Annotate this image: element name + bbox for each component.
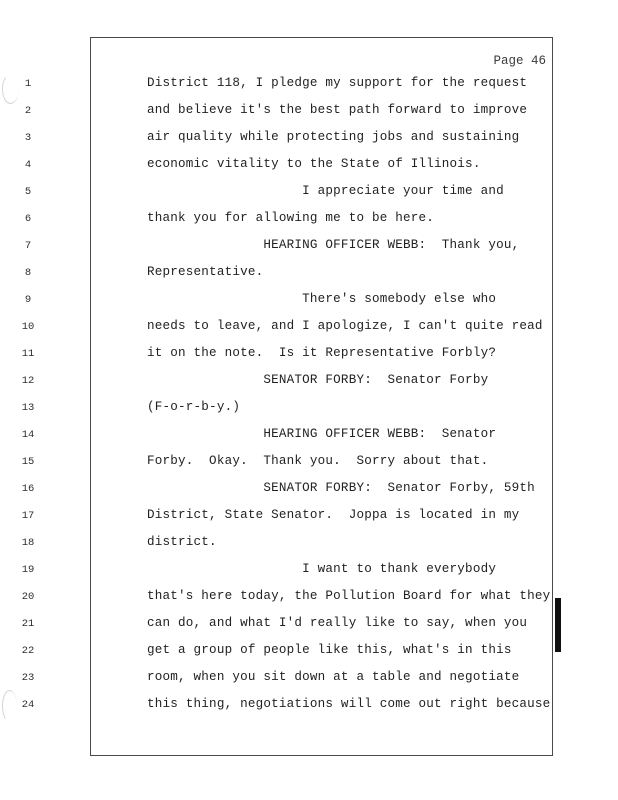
line-text: SENATOR FORBY: Senator Forby, 59th [147, 481, 535, 495]
line-number: 24 [21, 699, 35, 711]
line-text: needs to leave, and I apologize, I can't quite read [147, 319, 543, 333]
line-text: Forby. Okay. Thank you. Sorry about that. [147, 454, 489, 468]
transcript-line [21, 697, 552, 719]
line-text: District 118, I pledge my support for the request [147, 76, 528, 90]
line-text: Representative. [147, 265, 264, 279]
line-number: 15 [21, 456, 35, 468]
transcript-line [21, 508, 552, 530]
transcript-line [21, 373, 552, 395]
line-text: I want to thank everybody [147, 562, 497, 576]
transcript-line [21, 643, 552, 665]
margin-marker-bar [555, 598, 561, 652]
line-text: I appreciate your time and [147, 184, 504, 198]
line-text: this thing, negotiations will come out right because [147, 697, 551, 711]
transcript-line [21, 427, 552, 449]
transcript-line [21, 346, 552, 368]
line-number: 12 [21, 375, 35, 387]
line-number: 19 [21, 564, 35, 576]
transcript-page-frame [21, 37, 553, 756]
transcript-line [24, 238, 552, 260]
transcript-line [21, 589, 552, 611]
line-number: 7 [24, 240, 32, 252]
line-number: 23 [21, 672, 35, 684]
line-text: District, State Senator. Joppa is located in my [147, 508, 520, 522]
line-number: 3 [24, 132, 32, 144]
transcript-line [24, 103, 552, 125]
line-number: 5 [24, 186, 32, 198]
line-number: 21 [21, 618, 35, 630]
line-number: 8 [24, 267, 32, 279]
line-number: 16 [21, 483, 35, 495]
line-text: room, when you sit down at a table and negotiate [147, 670, 520, 684]
transcript-line [24, 157, 552, 179]
line-number: 20 [21, 591, 35, 603]
line-number: 10 [21, 321, 35, 333]
line-text: There's somebody else who [147, 292, 497, 306]
transcript-line [21, 616, 552, 638]
line-text: get a group of people like this, what's in this [147, 643, 512, 657]
line-text: that's here today, the Pollution Board for what they [147, 589, 551, 603]
line-text: SENATOR FORBY: Senator Forby [147, 373, 489, 387]
transcript-line [21, 535, 552, 557]
line-number: 14 [21, 429, 35, 441]
transcript-line [24, 211, 552, 233]
transcript-line [21, 562, 552, 584]
transcript-line [21, 454, 552, 476]
transcript-line [24, 292, 552, 314]
line-number: 4 [24, 159, 32, 171]
line-number: 2 [24, 105, 32, 117]
line-number: 13 [21, 402, 35, 414]
line-number: 22 [21, 645, 35, 657]
transcript-line [24, 184, 552, 206]
line-text: and believe it's the best path forward to improve [147, 103, 528, 117]
transcript-line [21, 400, 552, 422]
line-text: HEARING OFFICER WEBB: Thank you, [147, 238, 520, 252]
line-text: air quality while protecting jobs and sustaining [147, 130, 520, 144]
transcript-line [24, 130, 552, 152]
line-number: 6 [24, 213, 32, 225]
line-text: district. [147, 535, 217, 549]
line-number: 11 [21, 348, 35, 360]
transcript-line [21, 481, 552, 503]
line-number: 1 [24, 78, 32, 90]
line-text: economic vitality to the State of Illinois. [147, 157, 481, 171]
line-text: can do, and what I'd really like to say, when you [147, 616, 528, 630]
transcript-line [21, 670, 552, 692]
line-text: it on the note. Is it Representative Forbly? [147, 346, 497, 360]
page-number: Page 46 [493, 54, 546, 68]
line-text: thank you for allowing me to be here. [147, 211, 435, 225]
transcript-line [24, 265, 552, 287]
line-text: HEARING OFFICER WEBB: Senator [147, 427, 497, 441]
transcript-line [24, 76, 552, 98]
line-text: (F-o-r-b-y.) [147, 400, 241, 414]
line-number: 18 [21, 537, 35, 549]
transcript-line [21, 319, 552, 341]
line-number: 9 [24, 294, 32, 306]
line-number: 17 [21, 510, 35, 522]
